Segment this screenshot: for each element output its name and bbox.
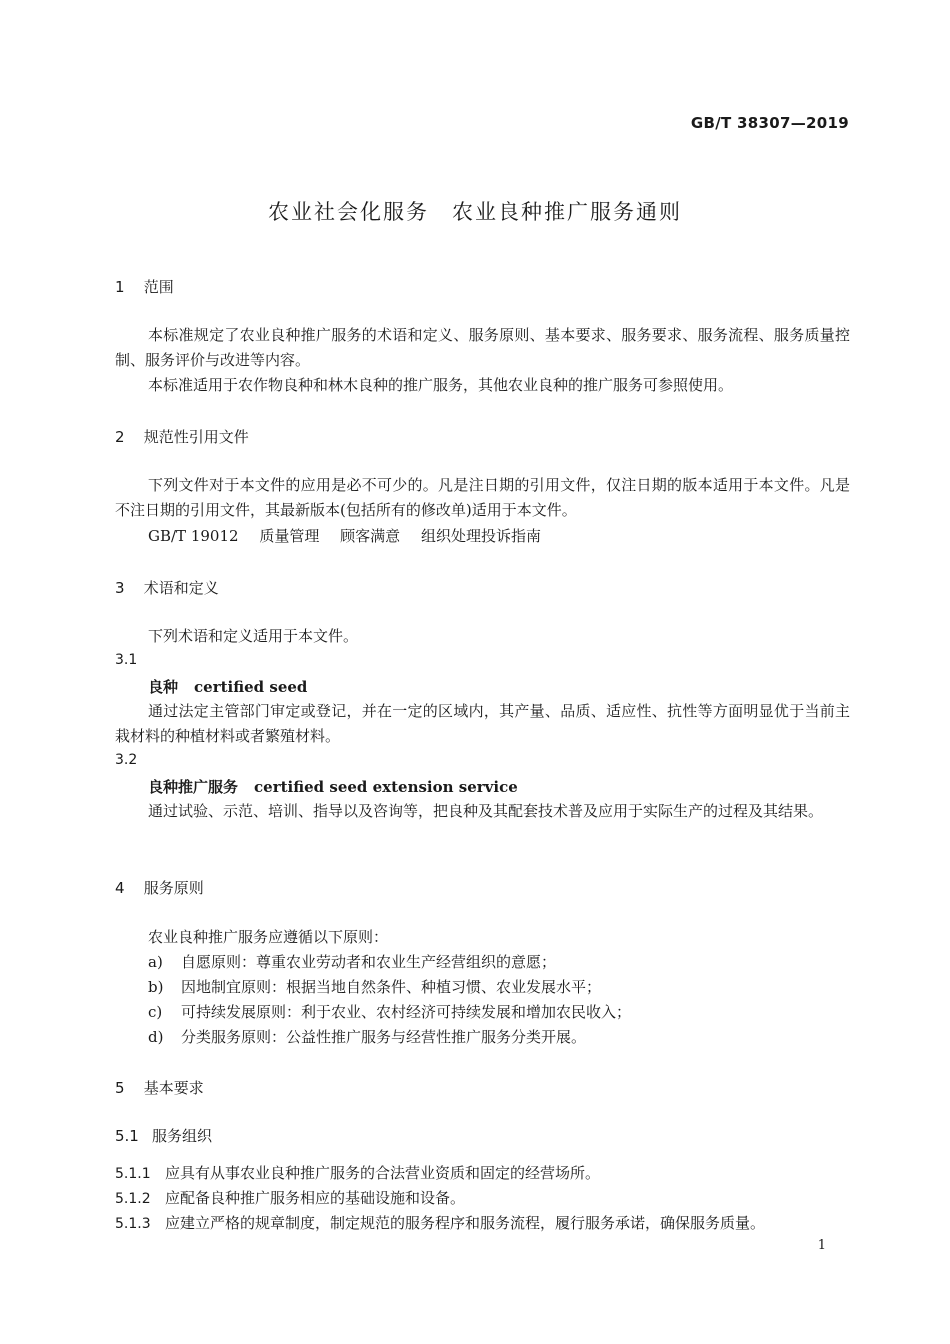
document-title: 农业社会化服务 农业良种推广服务通则 [268, 200, 682, 224]
scope-paragraph-2: 本标准适用于农作物良种和林木良种的推广服务，其他农业良种的推广服务可参照使用。 [148, 376, 734, 394]
list-item [148, 976, 601, 997]
list-item-label: d) [148, 1028, 164, 1046]
section-5-heading [115, 1077, 204, 1098]
section-number: 3 [115, 579, 125, 597]
list-item-text: 因地制宜原则：根据当地自然条件、种植习惯、农业发展水平； [181, 978, 602, 996]
list-item-text: 分类服务原则：公益性推广服务与经营性推广服务分类开展。 [181, 1028, 587, 1046]
scope-paragraph-1: 本标准规定了农业良种推广服务的术语和定义、服务原则、基本要求、服务要求、服务流程、服务质量控制、服务评价与改进等内容。 [115, 326, 850, 369]
section-number: 5 [115, 1079, 125, 1097]
term-chinese: 良种推广服务 [148, 778, 239, 796]
term-number: 3.1 [115, 652, 138, 668]
clause [115, 1187, 465, 1208]
subsection-title: 服务组织 [152, 1127, 213, 1145]
clause-text: 应具有从事农业良种推广服务的合法营业资质和固定的经营场所。 [165, 1164, 601, 1182]
reference-code: GB/T 19012 [148, 527, 239, 545]
list-item-label: a) [148, 953, 163, 971]
section-number: 1 [115, 278, 125, 296]
standard-code: GB/T 38307—2019 [690, 114, 849, 132]
clause-number: 5.1.3 [115, 1216, 151, 1232]
clause-number: 5.1.1 [115, 1166, 151, 1182]
term-chinese: 良种 [148, 678, 179, 696]
section-number: 2 [115, 428, 125, 446]
terms-intro: 下列术语和定义适用于本文件。 [148, 627, 359, 645]
list-item-text: 自愿原则：尊重农业劳动者和农业生产经营组织的意愿； [181, 953, 557, 971]
section-title: 范围 [143, 278, 174, 296]
section-title: 服务原则 [143, 879, 204, 897]
section-2-heading [115, 426, 249, 447]
clause-text: 应建立严格的规章制度，制定规范的服务程序和服务流程，履行服务承诺，确保服务质量。 [165, 1214, 766, 1232]
subsection-number: 5.1 [115, 1127, 139, 1145]
list-item [148, 1001, 631, 1022]
section-3-heading [115, 577, 219, 598]
page-number: 1 [817, 1238, 826, 1253]
term-number: 3.2 [115, 752, 138, 768]
reference-title-part: 顾客满意 [340, 527, 401, 545]
term-heading [148, 676, 307, 697]
section-title: 规范性引用文件 [143, 428, 249, 446]
clause-number: 5.1.2 [115, 1191, 151, 1207]
list-item-text: 可持续发展原则：利于农业、农村经济可持续发展和增加农民收入； [181, 1003, 632, 1021]
term-english: certified seed [194, 678, 308, 696]
clause [115, 1162, 600, 1183]
term-definition: 通过试验、示范、培训、指导以及咨询等，把良种及其配套技术普及应用于实际生产的过程及其结果。 [148, 802, 824, 820]
subsection-5-1-heading [115, 1125, 212, 1146]
section-4-heading [115, 877, 204, 898]
normative-reference-entry [148, 525, 541, 546]
list-item [148, 1026, 586, 1047]
term-definition: 通过法定主管部门审定或登记，并在一定的区域内，其产量、品质、适应性、抗性等方面明显优于当前主栽材料的种植材料或者繁殖材料。 [115, 702, 850, 745]
clause [115, 1212, 765, 1233]
clause-text: 应配备良种推广服务相应的基础设施和设备。 [165, 1189, 466, 1207]
section-1-heading [115, 276, 174, 297]
section-title: 基本要求 [143, 1079, 204, 1097]
term-english: certified seed extension service [254, 778, 518, 796]
normative-references-paragraph: 下列文件对于本文件的应用是必不可少的。凡是注日期的引用文件，仅注日期的版本适用于本文件。凡是不注日期的引用文件，其最新版本(包括所有的修改单)适用于本文件。 [115, 476, 850, 519]
reference-title-part: 组织处理投诉指南 [420, 527, 541, 545]
section-title: 术语和定义 [143, 579, 219, 597]
reference-title-part: 质量管理 [259, 527, 320, 545]
section-number: 4 [115, 879, 125, 897]
principles-intro: 农业良种推广服务应遵循以下原则： [148, 928, 389, 946]
list-item-label: b) [148, 978, 164, 996]
term-heading [148, 776, 518, 797]
list-item [148, 951, 556, 972]
list-item-label: c) [148, 1003, 163, 1021]
